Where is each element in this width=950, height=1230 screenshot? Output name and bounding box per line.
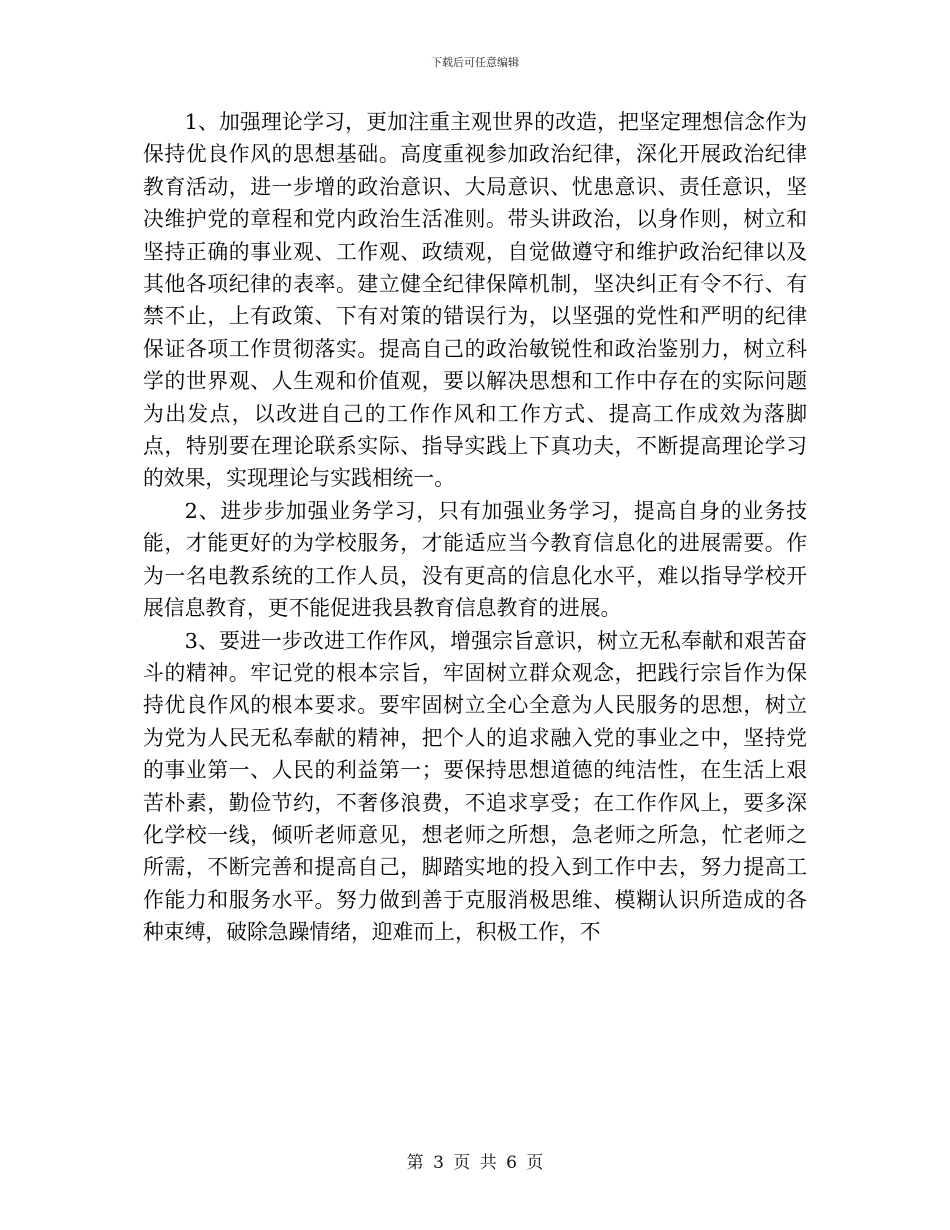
- page-footer: 第 3 页 共 6 页: [406, 1153, 544, 1173]
- paragraph-1: 1、加强理论学习，更加注重主观世界的改造，把坚定理想信念作为保持优良作风的思想基础。高度重视参加政治纪律，深化开展政治纪律教育活动，进一步增的政治意识、大局意识、忧患意识、责任意识，坚决维护党的章程和党内政治生活准则。带头讲政治，以身作则，树立和坚持正确的事业观、工作观、政绩观，自觉做遵守和维护政治纪律以及其他各项纪律的表率。建立健全纪律保障机制，坚决纠正有令不行、有禁不止，上有政策、下有对策的错误行为，以坚强的党性和严明的纪律保证各项工作贯彻落实。提高自己的政治敏锐性和政治鉴别力，树立科学的世界观、人生观和价值观，要以解决思想和工作中存在的实际问题为出发点，以改进自己的工作作风和工作方式、提高工作成效为落脚点，特别要在理论联系实际、指导实践上下真功夫，不断提高理论学习的效果，实现理论与实践相统一。: [143, 110, 807, 491]
- page-header: 下载后可任意编辑: [431, 56, 519, 69]
- paragraph-2: 2、进步步加强业务学习，只有加强业务学习，提高自身的业务技能，才能更好的为学校服务，才能适应当今教育信息化的进展需要。作为一名电教系统的工作人员，没有更高的信息化水平，难以指导学校开展信息教育，更不能促进我县教育信息教育的进展。: [143, 498, 807, 621]
- document-body: [143, 106, 807, 949]
- paragraph-3: 3、要进一步改进工作作风，增强宗旨意识，树立无私奉献和艰苦奋斗的精神。牢记党的根本宗旨，牢固树立群众观念，把践行宗旨作为保持优良作风的根本要求。要牢固树立全心全意为人民服务的思想，树立为党为人民无私奉献的精神，把个人的追求融入党的事业之中，坚持党的事业第一、人民的利益第一；要保持思想道德的纯洁性，在生活上艰苦朴素，勤俭节约，不奢侈浪费，不追求享受；在工作作风上，要多深化学校一线，倾听老师意见，想老师之所想，急老师之所急，忙老师之所需，不断完善和提高自己，脚踏实地的投入到工作中去，努力提高工作能力和服务水平。努力做到善于克服消极思维、模糊认识所造成的各种束缚，破除急躁情绪，迎难而上，积极工作，不: [143, 628, 807, 945]
